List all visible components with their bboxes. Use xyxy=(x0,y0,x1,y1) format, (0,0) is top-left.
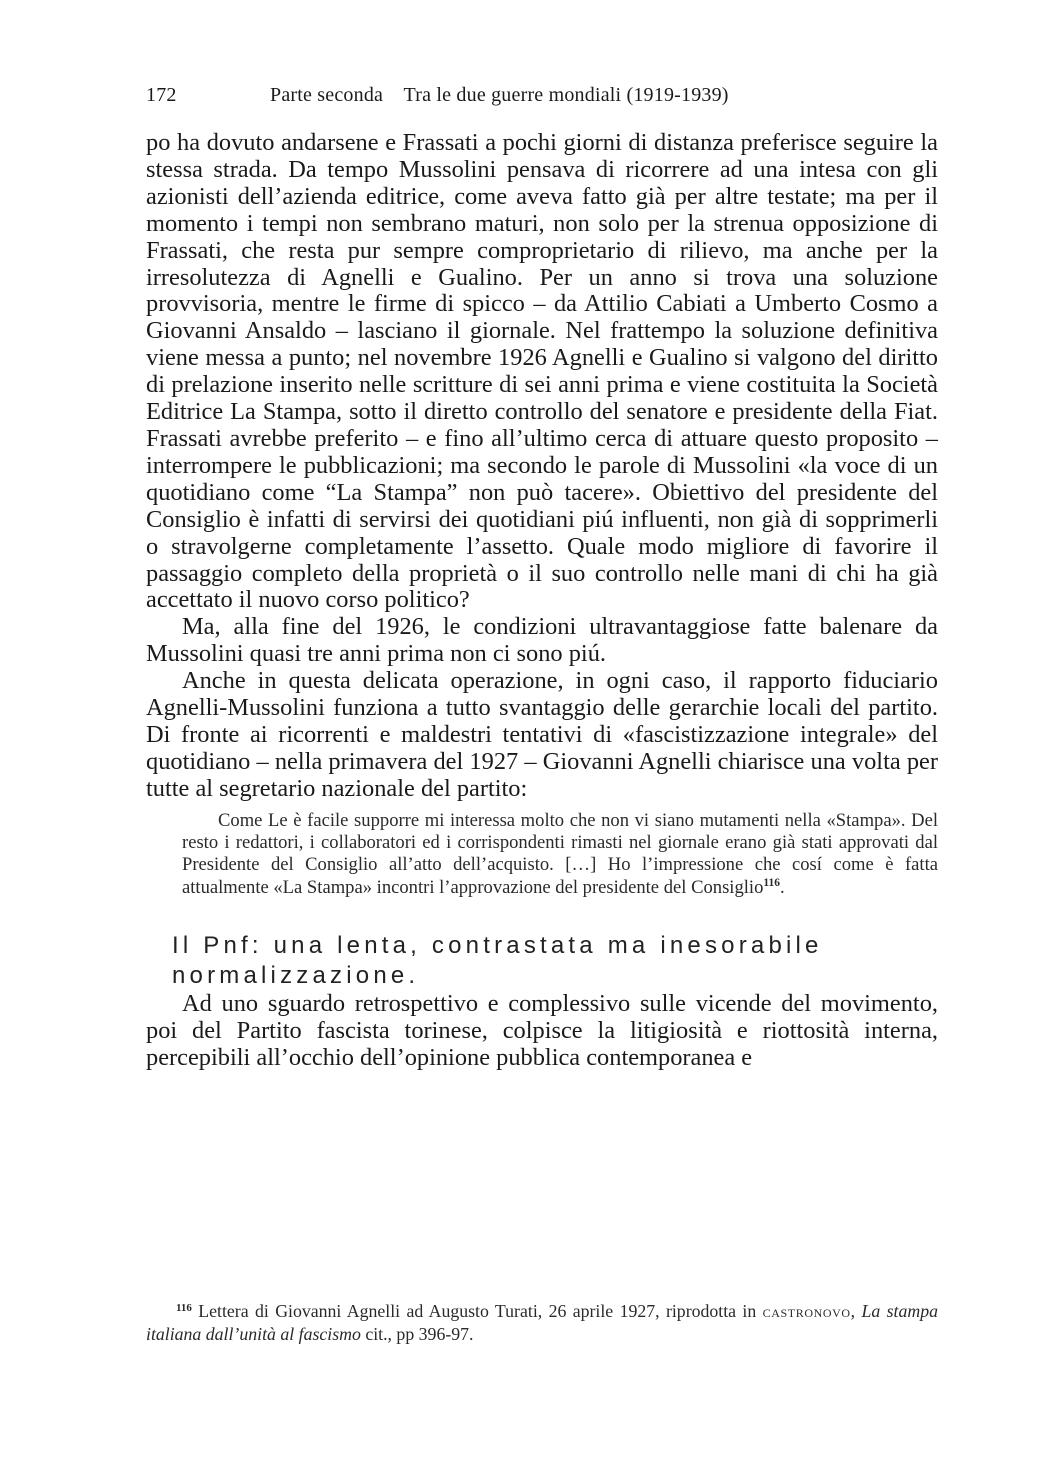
footnote-citation: cit., pp 396-97. xyxy=(365,1323,474,1344)
running-head xyxy=(146,84,938,114)
paragraph: Ma, alla fine del 1926, le condizioni ultravantaggiose fatte balenare da Mussolini quasi tre anni prima non ci sono piú. xyxy=(146,613,938,668)
running-head-title: Parte seconda Tra le due guerre mondiali (1919-1939) xyxy=(270,84,729,106)
footnote-text: Lettera di Giovanni Agnelli ad Augusto Turati, 26 aprile 1927, riprodotta in xyxy=(198,1301,757,1321)
footnote-reference[interactable]: 116 xyxy=(763,876,781,889)
footnote-author: castronovo xyxy=(762,1301,851,1321)
footnote: $^{116}$ Lettera di Giovanni Agnelli ad Augusto Turati, 26 aprile 1927, riprodotta in castronovo, La stampa italiana dall’unità al fascismo cit., pp 396-97. xyxy=(146,1301,939,1344)
quote-end: . xyxy=(780,876,785,898)
block-quote xyxy=(182,810,938,899)
main-text xyxy=(146,130,938,1072)
footnote-number: 116 xyxy=(176,1302,192,1314)
paragraph-continued: po ha dovuto andarsene e Frassati a pochi giorni di distanza preferisce seguire la stessa strada. Da tempo Mussolini pensava di ricorrere ad una intesa con gli azionisti dell’azienda editrice, come aveva fatto già per altre testate; ma per il momento i tempi non sembrano maturi, non solo per la strenua opposizione di Frassati, che resta pur sempre comproprietario di rilievo, ma anche per la irresolutezza di Agnelli e Gualino. Per un anno si trova una soluzione provvisoria, mentre le firme di spicco – da Attilio Cabiati a Umberto Cosmo a Giovanni Ansaldo – lasciano il giornale. Nel frattempo la soluzione definitiva viene messa a punto; nel novembre 1926 Agnelli e Gualino si valgono del diritto di prelazione inserito nelle scritture di sei anni prima e viene costituita la Società Editrice La Stampa, sotto il diretto controllo del senatore e presidente della Fiat. Frassati avrebbe preferito – e fino all’ultimo cerca di attuare questo proposito – interrompere le pubblicazioni; ma secondo le parole di Mussolini «la voce di un quotidiano come “La Stampa” non può tacere». Obiettivo del presidente del Consiglio è infatti di servirsi dei quotidiani piú influenti, non già di sopprimerli o stravolgerne completamente l’assetto. Quale modo migliore di favorire il passaggio completo della proprietà o il suo controllo nelle mani di chi ha già accettato il nuovo corso politico? xyxy=(146,129,938,614)
paragraph: Anche in questa delicata operazione, in ogni caso, il rapporto fiduciario Agnelli-Mussolini funziona a tutto svantaggio delle gerarchie locali del partito. Di fronte ai ricorrenti e maldestri tentativi di «fascistizzazione integrale» del quotidiano – nella primavera del 1927 – Giovanni Agnelli chiarisce una volta per tutte al segretario nazionale del partito: xyxy=(146,667,938,802)
footnote-title: La stampa italiana dall’unità al fascismo xyxy=(146,1301,939,1344)
page-number: 172 xyxy=(146,84,177,106)
quote-text: Come Le è facile supporre mi interessa molto che non vi siano mutamenti nella «Stampa». Del resto i redattori, i collaboratori ed i corrispondenti rimasti nel giornale erano già stati approvati dal Presidente del Consiglio all’atto dell’acquisto. […] Ho l’impressione che cosí come è fatta attualmente «La Stampa» incontri l’approvazione del presidente del Consiglio xyxy=(182,809,938,898)
section-heading: Il Pnf: una lenta, contrastata ma inesorabile normalizzazione. xyxy=(172,931,823,989)
paragraph: Ad uno sguardo retrospettivo e complessivo sulle vicende del movimento, poi del Partito fascista torinese, colpisce la litigiosità e riottosità interna, percepibili all’occhio dell’opinione pubblica contemporanea e xyxy=(146,989,938,1071)
